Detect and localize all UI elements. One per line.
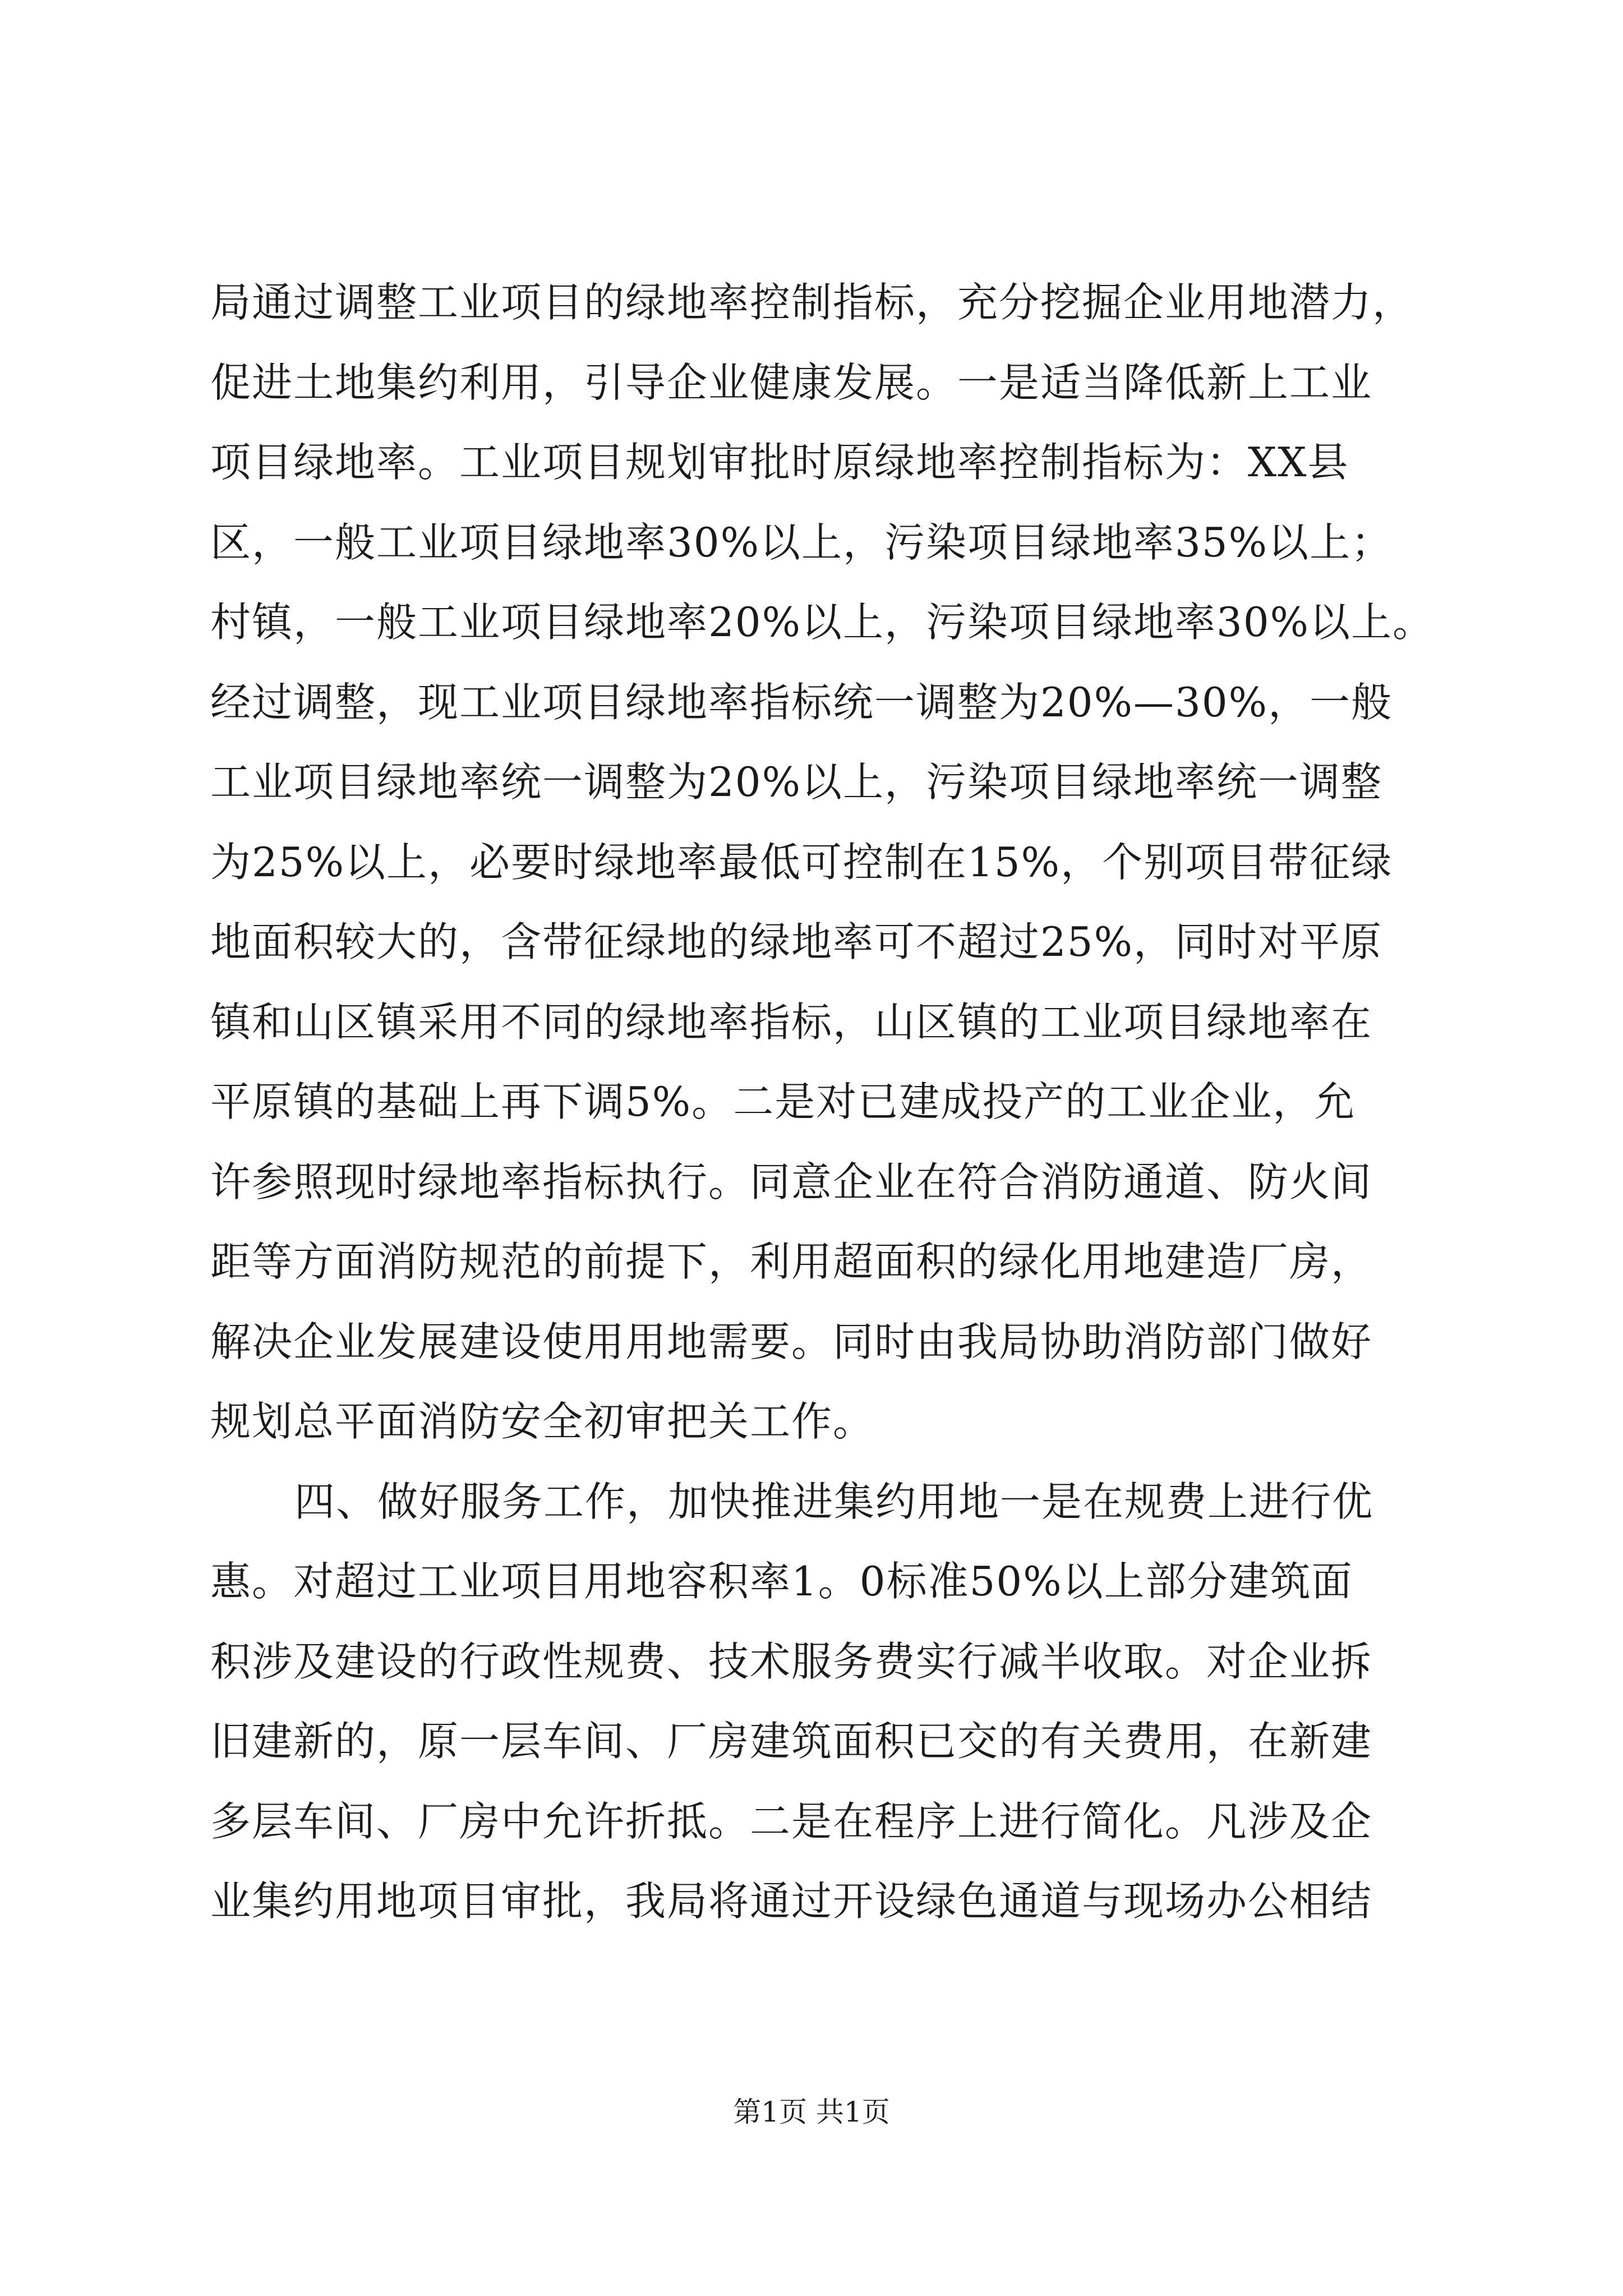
text-line: 为25%以上，必要时绿地率最低可控制在15%，个别项目带征绿 [210, 838, 1393, 886]
text-line: 业集约用地项目审批，我局将通过开设绿色通道与现场办公相结 [210, 1878, 1373, 1925]
text-line: 工业项目绿地率统一调整为20%以上，污染项目绿地率统一调整 [210, 758, 1383, 806]
text-line: 村镇，一般工业项目绿地率20%以上，污染项目绿地率30%以上。 [210, 599, 1435, 646]
text-line: 促进土地集约利用，引导企业健康发展。一是适当降低新上工业 [210, 358, 1373, 406]
paragraph-heading-line: 四、做好服务工作，加快推进集约用地一是在规费上进行优 [294, 1478, 1374, 1525]
text-line: 局通过调整工业项目的绿地率控制指标，充分挖掘企业用地潜力， [210, 279, 1414, 326]
text-line: 旧建新的，原一层车间、厂房建筑面积已交的有关费用，在新建 [210, 1718, 1373, 1765]
text-line: 地面积较大的，含带征绿地的绿地率可不超过25%，同时对平原 [210, 918, 1383, 965]
text-line: 项目绿地率。工业项目规划审批时原绿地率控制指标为：XX县 [210, 439, 1349, 486]
text-line: 多层车间、厂房中允许折抵。二是在程序上进行简化。凡涉及企 [210, 1797, 1373, 1845]
text-line: 积涉及建设的行政性规费、技术服务费实行减半收取。对企业拆 [210, 1637, 1373, 1685]
text-line: 解决企业发展建设使用用地需要。同时由我局协助消防部门做好 [210, 1318, 1373, 1365]
text-line: 平原镇的基础上再下调5%。二是对已建成投产的工业企业，允 [210, 1078, 1356, 1125]
text-line: 镇和山区镇采用不同的绿地率指标，山区镇的工业项目绿地率在 [210, 998, 1373, 1046]
text-line: 规划总平面消防安全初审把关工作。 [210, 1398, 875, 1445]
text-line: 惠。对超过工业项目用地容积率1。0标准50%以上部分建筑面 [210, 1558, 1353, 1605]
text-line: 区，一般工业项目绿地率30%以上，污染项目绿地率35%以上； [210, 518, 1393, 566]
text-line: 经过调整，现工业项目绿地率指标统一调整为20%—30%，一般 [210, 678, 1393, 726]
text-line: 许参照现时绿地率指标执行。同意企业在符合消防通道、防火间 [210, 1158, 1373, 1205]
text-line: 距等方面消防规范的前提下，利用超面积的绿化用地建造厂房， [210, 1238, 1373, 1285]
body-text [210, 263, 1444, 1941]
page-footer: 第1页 共1页 [733, 2096, 890, 2128]
